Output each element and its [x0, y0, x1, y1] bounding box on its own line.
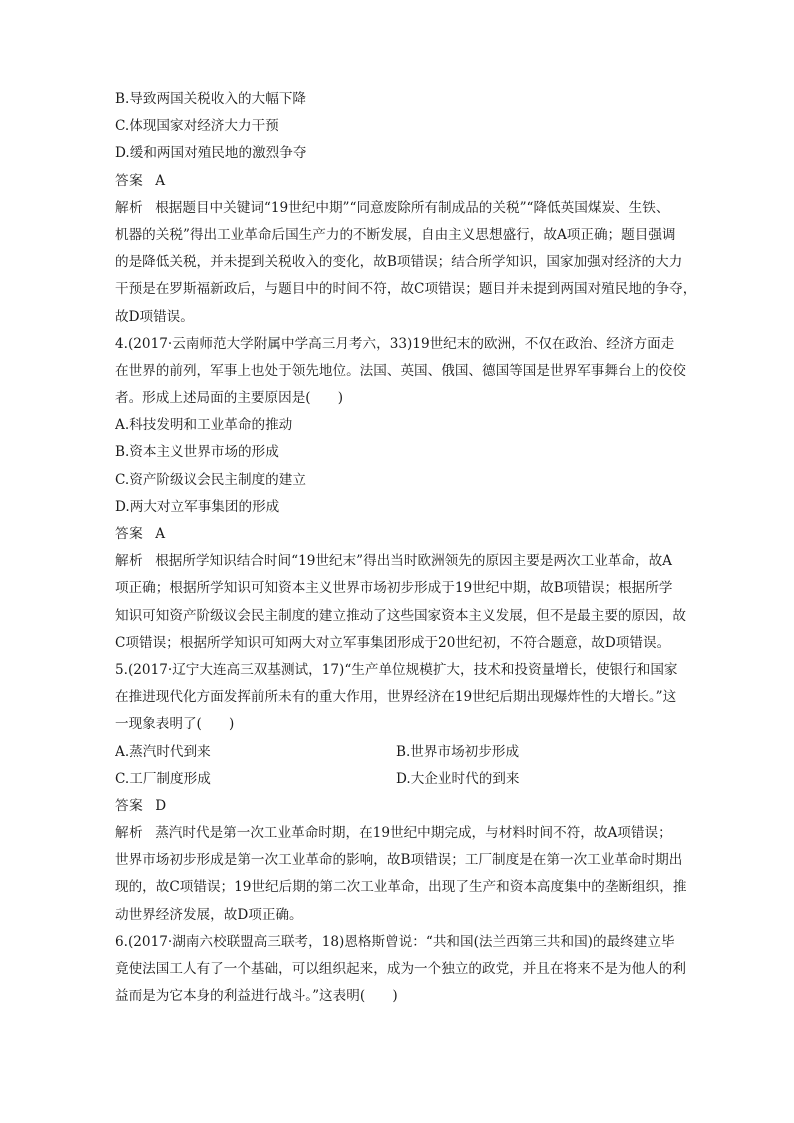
q4-option-c: C.资产阶级议会民主制度的建立: [115, 471, 306, 488]
q3-analysis-line: 干预是在罗斯福新政后，与题目中的时间不符，故C项错误；题目并未提到两国对殖民地的争夺，: [115, 281, 697, 298]
q5-stem: 一现象表明了( ): [115, 716, 235, 733]
page-content: [115, 86, 705, 1010]
q3-analysis-line: 故D项错误。: [115, 308, 194, 325]
q4-option-a: A.科技发明和工业革命的推动: [115, 417, 293, 434]
q4-answer: [115, 521, 705, 548]
q5-option-d: D.大企业时代的到来: [396, 770, 520, 787]
q5-option-c: C.工厂制度形成: [115, 770, 211, 787]
q5-stem: 5.(2017·辽宁大连高三双基测试，17)“生产单位规模扩大，技术和投资量增长，使银行和国家: [115, 661, 678, 678]
answer-value: A: [155, 172, 166, 189]
q3-analysis-line: 的是降低关税，并未提到关税收入的变化，故B项错误；结合所学知识，国家加强对经济的大力: [115, 254, 683, 271]
analysis-label: 解析: [115, 553, 144, 570]
q3-option-c: C.体现国家对经济大力干预: [115, 118, 279, 135]
answer-label: 答案: [115, 797, 144, 814]
q6-stem: 益而是为它本身的利益进行战斗。”这表明( ): [115, 988, 398, 1005]
q3-option-d: D.缓和两国对殖民地的激烈争夺: [115, 145, 307, 162]
q4-analysis-line: C项错误；根据所学知识可知两大对立军事集团形成于20世纪初，不符合题意，故D项错误。: [115, 634, 671, 651]
answer-value: A: [155, 526, 166, 542]
q5-analysis-line: 现的，故C项错误；19世纪后期的第二次工业革命，出现了生产和资本高度集中的垄断组织，推: [115, 879, 687, 896]
q4-stem: 在世界的前列，军事上也处于领先地位。法国、英国、俄国、德国等国是世界军事舞台上的佼佼: [115, 362, 686, 379]
q5-option-b: B.世界市场初步形成: [396, 743, 520, 760]
q4-option-d: D.两大对立军事集团的形成: [115, 498, 280, 515]
q4-option-b: B.资本主义世界市场的形成: [115, 444, 279, 461]
q6-stem: 6.(2017·湖南六校联盟高三联考，18)恩格斯曾说：“共和国(法兰西第三共和国)的最终建立毕: [115, 933, 675, 950]
q3-analysis-line: 解析 根据题目中关键词“19世纪中期”“同意废除所有制成品的关税”“降低英国煤炭、生铁、: [115, 199, 670, 216]
q4-analysis-line: 解析 根据所学知识结合时间“19世纪末”得出当时欧洲领先的原因主要是两次工业革命，故A: [115, 553, 672, 570]
q5-options-row: [115, 766, 705, 793]
q5-analysis-line: 解析 蒸汽时代是第一次工业革命时期，在19世纪中期完成，与材料时间不符，故A项错误；: [115, 825, 672, 842]
q3-analysis-line: 机器的关税”得出工业革命后国生产力的不断发展，自由主义思想盛行，故A项正确；题目强调: [115, 226, 676, 243]
q4-analysis-line: 项正确；根据所学知识可知资本主义世界市场初步形成于19世纪中期，故B项错误；根据所学: [115, 580, 673, 597]
q4-stem: 4.(2017·云南师范大学附属中学高三月考六，33)19世纪末的欧洲，不仅在政治、经济方面走: [115, 335, 675, 352]
q5-option-a: A.蒸汽时代到来: [115, 743, 211, 760]
q6-stem: 竟使法国工人有了一个基础，可以组织起来，成为一个独立的政党，并且在将来不是为他人的利: [115, 961, 686, 977]
q5-analysis-line: 动世界经济发展，故D项正确。: [115, 906, 303, 923]
q5-analysis-line: 世界市场初步形成是第一次工业革命的影响，故B项错误；工厂制度是在第一次工业革命时期出: [115, 852, 683, 869]
q3-answer: [115, 168, 705, 195]
q5-options-row: [115, 739, 705, 766]
analysis-label: 解析: [115, 825, 144, 842]
answer-label: 答案: [115, 172, 144, 189]
answer-label: 答案: [115, 526, 144, 542]
q4-stem: 者。形成上述局面的主要原因是( ): [115, 390, 344, 407]
q5-answer: [115, 793, 705, 820]
q3-option-b: B.导致两国关税收入的大幅下降: [115, 91, 307, 107]
q5-stem: 在推进现代化方面发挥前所未有的重大作用，世界经济在19世纪后期出现爆炸性的大增长。”这: [115, 689, 677, 706]
answer-value: D: [155, 797, 167, 814]
q4-analysis-line: 知识可知资产阶级议会民主制度的建立推动了这些国家资本主义发展，但不是最主要的原因，故: [115, 607, 686, 624]
analysis-label: 解析: [115, 199, 144, 216]
